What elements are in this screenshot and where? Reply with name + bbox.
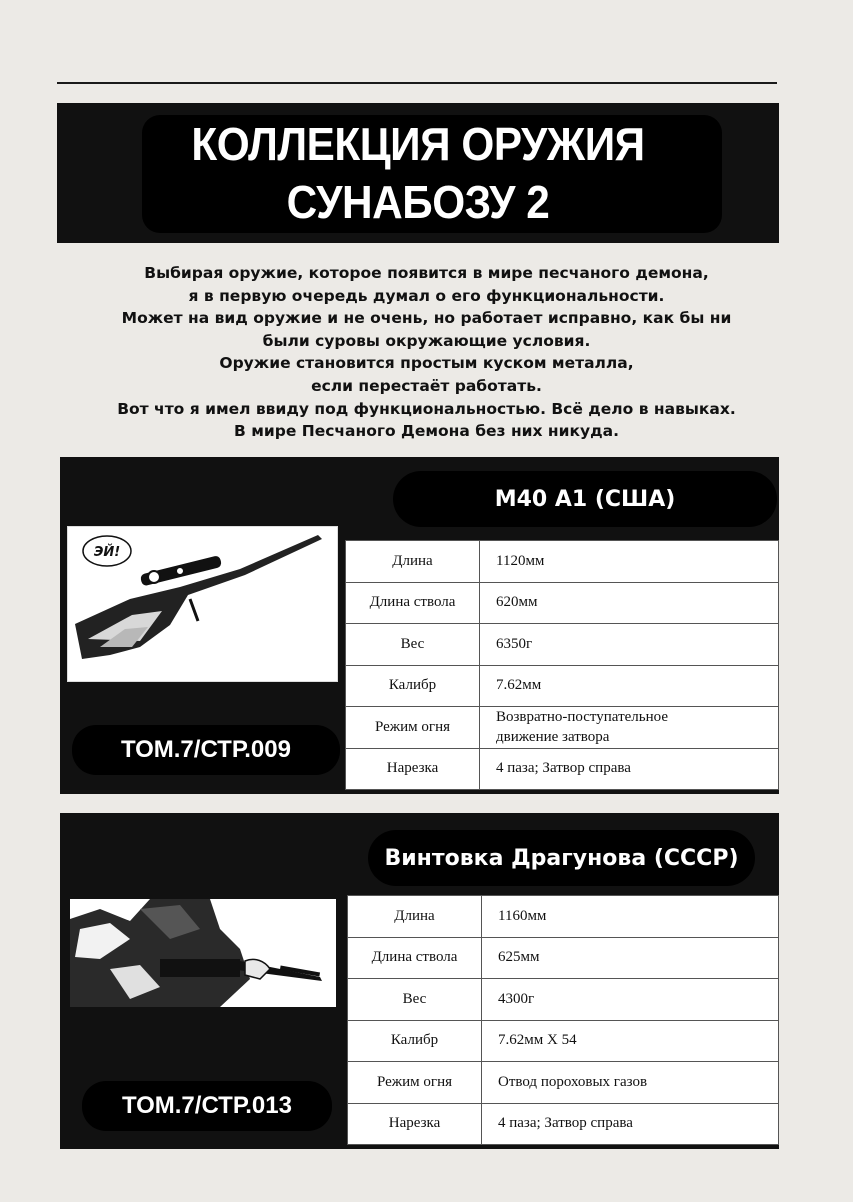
spec-label: Нарезка (346, 748, 480, 790)
spec-value: 4 паза; Затвор справа (480, 748, 779, 790)
soldier-with-rifle-illustration (70, 899, 336, 1007)
page-reference: ТОМ.7/СТР.013 (82, 1081, 332, 1131)
spec-label: Длина ствола (348, 937, 482, 979)
spec-value-line: Возвратно-поступательное (496, 709, 668, 726)
intro-line: В мире Песчаного Демона без них никуда. (234, 422, 619, 441)
spec-label: Вес (348, 979, 482, 1021)
page-title-line-2: СУНАБОЗУ 2 (286, 176, 550, 228)
spec-row (348, 937, 779, 979)
spec-value: 625мм (482, 937, 779, 979)
weapon-image-m40 (68, 527, 337, 681)
spec-row (346, 582, 779, 624)
page-reference: ТОМ.7/СТР.009 (72, 725, 340, 775)
spec-row (348, 896, 779, 938)
rifle-illustration (70, 529, 335, 679)
spec-label: Вес (346, 624, 480, 666)
weapon-card-dragunov (60, 813, 779, 1149)
spec-value: 4 паза; Затвор справа (482, 1103, 779, 1145)
weapon-image-dragunov (70, 899, 336, 1007)
spec-row (348, 979, 779, 1021)
spec-value (480, 707, 779, 749)
spec-row (346, 748, 779, 790)
page-title-line-1: КОЛЛЕКЦИЯ ОРУЖИЯ (191, 118, 645, 170)
spec-row (346, 541, 779, 583)
spec-value: 7.62мм (480, 665, 779, 707)
intro-line: я в первую очередь думал о его функциональности. (188, 286, 665, 305)
spec-row (348, 1103, 779, 1145)
spec-table (347, 895, 779, 1145)
spec-label: Калибр (348, 1020, 482, 1062)
spec-value: Отвод пороховых газов (482, 1062, 779, 1104)
weapon-card-m40 (60, 457, 779, 794)
spec-value: 620мм (480, 582, 779, 624)
spec-value: 7.62мм X 54 (482, 1020, 779, 1062)
spec-row (346, 665, 779, 707)
spec-value: 6350г (480, 624, 779, 666)
spec-label: Режим огня (346, 707, 480, 749)
spec-row (348, 1020, 779, 1062)
intro-line: если перестаёт работать. (311, 376, 542, 395)
spec-label: Режим огня (348, 1062, 482, 1104)
spec-value-line: движение затвора (496, 729, 610, 746)
top-divider (57, 82, 777, 84)
intro-text (40, 262, 813, 443)
title-banner (57, 103, 779, 243)
spec-row (348, 1062, 779, 1104)
intro-line: были суровы окружающие условия. (262, 331, 591, 350)
intro-line: Выбирая оружие, которое появится в мире песчаного демона, (144, 264, 709, 282)
spec-label: Длина (348, 896, 482, 938)
intro-line: Может на вид оружие и не очень, но работает исправно, как бы ни (121, 309, 732, 328)
spec-label: Длина (346, 541, 480, 583)
intro-line: Оружие становится простым куском металла, (219, 354, 634, 373)
spec-value: 1120мм (480, 541, 779, 583)
weapon-name: Винтовка Драгунова (СССР) (368, 830, 755, 886)
weapon-name: M40 A1 (США) (393, 471, 777, 527)
spec-label: Нарезка (348, 1103, 482, 1145)
spec-label: Длина ствола (346, 582, 480, 624)
spec-row (346, 707, 779, 749)
spec-table (345, 540, 779, 790)
intro-line: Вот что я имел ввиду под функциональностью. Всё дело в навыках. (117, 399, 736, 418)
spec-label: Калибр (346, 665, 480, 707)
speech-bubble-text: ЭЙ! (93, 545, 121, 560)
spec-value: 1160мм (482, 896, 779, 938)
spec-value: 4300г (482, 979, 779, 1021)
spec-row (346, 624, 779, 666)
